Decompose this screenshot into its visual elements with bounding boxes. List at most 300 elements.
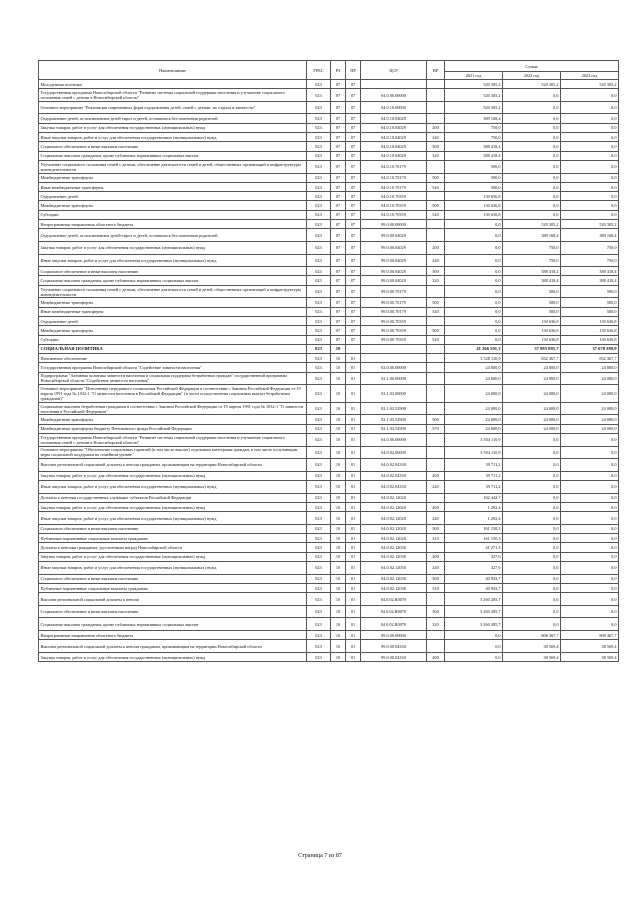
row-sum-2023: 0,0 (561, 433, 619, 446)
table-row (39, 481, 619, 494)
row-rz: 10 (331, 512, 346, 525)
row-pr: 01 (346, 481, 361, 494)
row-sum-2023: 0,0 (561, 459, 619, 472)
row-sum-2021: 130 636,8 (445, 201, 503, 210)
row-sum-2021: 0,0 (445, 652, 503, 661)
row-rz: 10 (331, 481, 346, 494)
row-sum-2023: 0,0 (561, 524, 619, 533)
row-sum-2022: 0,0 (503, 123, 561, 132)
row-sum-2022: 24 000,0 (503, 402, 561, 415)
row-grbs: 023 (307, 229, 331, 242)
row-sum-2021: 0,0 (445, 307, 503, 316)
row-pr: 01 (346, 652, 361, 661)
row-vr: 300 (427, 267, 445, 276)
row-sum-2022: 0,0 (503, 562, 561, 575)
row-name: Пенсионное обеспечение (39, 354, 307, 363)
row-sum-2023: 0,0 (561, 192, 619, 201)
row-sum-2021: 0,0 (445, 640, 503, 653)
row-rz: 10 (331, 385, 346, 403)
row-name: Оздоровление детей, за исключением детей-сирот и детей, оставшихся без попечения родителей (39, 229, 307, 242)
row-vr: 200 (427, 471, 445, 480)
row-sum-2023: 0,0 (561, 534, 619, 543)
row-sum-2021: 39 711,2 (445, 481, 503, 494)
row-pr: 01 (346, 446, 361, 459)
row-pr: 01 (346, 543, 361, 552)
row-csr: 04.0.10.04029 (361, 123, 427, 132)
row-vr: 500 (427, 201, 445, 210)
row-rz: 10 (331, 630, 346, 639)
row-csr: 99.0.00.04029 (361, 254, 427, 267)
row-name: Межбюджетные трансферты (39, 201, 307, 210)
row-rz: 07 (331, 142, 346, 151)
row-csr: 99.0.00.04029 (361, 276, 427, 285)
row-pr: 01 (346, 552, 361, 561)
row-csr: 02.0.00.00000 (361, 363, 427, 372)
row-sum-2021: 1 292,4 (445, 512, 503, 525)
row-sum-2022: 0,0 (503, 459, 561, 472)
row-csr: 99.0.00.04029 (361, 229, 427, 242)
row-sum-2021: 500,0 (445, 160, 503, 173)
table-row (39, 142, 619, 151)
row-sum-2022: 0,0 (503, 583, 561, 592)
row-grbs: 023 (307, 415, 331, 424)
table-row (39, 459, 619, 472)
row-name: Закупка товаров, работ и услуг для обеспечения государственных (муниципальных) нужд (39, 502, 307, 511)
row-csr: 04.0.02.04330 (361, 481, 427, 494)
row-sum-2021: 40 943,7 (445, 574, 503, 583)
row-sum-2022: 500,0 (503, 307, 561, 316)
table-row (39, 173, 619, 182)
row-grbs: 023 (307, 385, 331, 403)
row-grbs: 023 (307, 142, 331, 151)
row-sum-2023: 750,0 (561, 254, 619, 267)
row-pr: 07 (346, 192, 361, 201)
row-sum-2021: 327,6 (445, 552, 503, 561)
row-sum-2022: 832 367,7 (503, 354, 561, 363)
row-csr: 04.0.02.04330 (361, 471, 427, 480)
row-sum-2021: 0,0 (445, 276, 503, 285)
row-name: Основное мероприятие "Реализация современных форм оздоровления детей, семей с детьми, их отдыха и занятости" (39, 101, 307, 114)
row-rz: 07 (331, 307, 346, 316)
row-name: Закупка товаров, работ и услуг для обеспечения государственных (муниципальных) нужд (39, 123, 307, 132)
row-sum-2022: 0,0 (503, 605, 561, 618)
table-row (39, 493, 619, 502)
row-pr: 01 (346, 605, 361, 618)
row-rz: 10 (331, 534, 346, 543)
row-rz: 10 (331, 583, 346, 592)
row-rz: 10 (331, 593, 346, 606)
table-row (39, 101, 619, 114)
row-csr (361, 344, 427, 353)
row-sum-2021: 161 150,3 (445, 524, 503, 533)
row-sum-2023: 0,0 (561, 173, 619, 182)
row-sum-2023: 0,0 (561, 446, 619, 459)
row-csr: 99.0.00.04029 (361, 241, 427, 254)
row-vr (427, 363, 445, 372)
row-name: Межбюджетные трансферты (39, 326, 307, 335)
row-csr: 04.0.02.12020 (361, 512, 427, 525)
row-name: Государственная программа Новосибирской области "Развитие системы социальной поддержки населения и улучшение социального положения семей с детьми в Новосибирской области" (39, 89, 307, 102)
row-vr: 240 (427, 481, 445, 494)
row-vr: 500 (427, 415, 445, 424)
row-csr: 99.0.00.70359 (361, 326, 427, 335)
row-csr: 99.0.00.70179 (361, 298, 427, 307)
row-pr: 07 (346, 133, 361, 142)
table-row (39, 220, 619, 229)
row-vr: 310 (427, 534, 445, 543)
row-name: Иные закупки товаров, работ и услуг для обеспечения государственных (муниципальных) нужд (39, 254, 307, 267)
row-pr: 07 (346, 254, 361, 267)
table-body (39, 80, 619, 662)
row-vr: 200 (427, 652, 445, 661)
table-row (39, 502, 619, 511)
row-grbs: 023 (307, 574, 331, 583)
table-row (39, 133, 619, 142)
row-rz: 10 (331, 605, 346, 618)
row-sum-2021: 161 150,3 (445, 534, 503, 543)
row-pr: 07 (346, 160, 361, 173)
row-rz: 10 (331, 424, 346, 433)
row-name: Субсидии (39, 210, 307, 219)
row-sum-2021: 0,0 (445, 326, 503, 335)
row-sum-2022: 0,0 (503, 512, 561, 525)
row-csr: 99.0.00.00000 (361, 630, 427, 639)
row-pr: 07 (346, 201, 361, 210)
row-pr: 07 (346, 298, 361, 307)
row-vr (427, 114, 445, 123)
row-grbs: 023 (307, 285, 331, 298)
row-grbs: 023 (307, 276, 331, 285)
row-vr (427, 493, 445, 502)
row-rz: 10 (331, 415, 346, 424)
row-csr: 99.0.00.04330 (361, 640, 427, 653)
row-vr: 300 (427, 605, 445, 618)
row-sum-2021: 0,0 (445, 241, 503, 254)
row-name: Государственная программа Новосибирской области "Содействие занятости населения" (39, 363, 307, 372)
table-row (39, 307, 619, 316)
row-vr: 200 (427, 123, 445, 132)
row-sum-2022: 38 569,4 (503, 640, 561, 653)
table-row (39, 640, 619, 653)
row-name: Закупка товаров, работ и услуг для обеспечения государственных (муниципальных) нужд (39, 471, 307, 480)
row-grbs: 023 (307, 89, 331, 102)
table-row (39, 326, 619, 335)
row-rz: 10 (331, 493, 346, 502)
table-row (39, 415, 619, 424)
row-csr (361, 80, 427, 89)
col-2023: 2023 год (561, 72, 619, 80)
row-vr (427, 101, 445, 114)
row-pr: 01 (346, 630, 361, 639)
table-row (39, 298, 619, 307)
row-name: Оздоровление детей, за исключением детей-сирот и детей, оставшихся без попечения родителей (39, 114, 307, 123)
row-rz: 10 (331, 574, 346, 583)
row-grbs: 023 (307, 446, 331, 459)
row-rz: 07 (331, 192, 346, 201)
row-pr: 07 (346, 316, 361, 325)
row-name: Закупка товаров, работ и услуг для обеспечения государственных (муниципальных) нужд (39, 652, 307, 661)
row-sum-2023: 130 636,8 (561, 316, 619, 325)
row-sum-2023: 24 000,0 (561, 424, 619, 433)
row-rz: 07 (331, 220, 346, 229)
row-name: Субсидии (39, 335, 307, 344)
row-name: Межбюджетные трансферты (39, 298, 307, 307)
row-vr: 500 (427, 173, 445, 182)
row-name: Социальное обеспечение и иные выплаты населению (39, 605, 307, 618)
row-rz: 07 (331, 210, 346, 219)
table-row (39, 160, 619, 173)
row-sum-2022: 0,0 (503, 433, 561, 446)
row-sum-2021: 520 305,2 (445, 101, 503, 114)
row-sum-2021: 3 504 110,9 (445, 433, 503, 446)
table-row (39, 534, 619, 543)
row-csr: 04.0.02.12030 (361, 543, 427, 552)
row-name: Социальные выплаты гражданам, кроме публичных нормативных социальных выплат (39, 151, 307, 160)
row-name: Социальное обеспечение и иные выплаты населению (39, 142, 307, 151)
table-row (39, 630, 619, 639)
table-row (39, 593, 619, 606)
row-vr: 520 (427, 210, 445, 219)
col-rz: РЗ (331, 61, 346, 80)
row-name: Публичные нормативные социальные выплаты гражданам (39, 583, 307, 592)
row-csr: 04.0.02.R0070 (361, 605, 427, 618)
row-rz: 10 (331, 524, 346, 533)
row-grbs: 023 (307, 402, 331, 415)
row-name: Иные межбюджетные трансферты (39, 307, 307, 316)
row-pr: 01 (346, 574, 361, 583)
row-csr: 99.0.00.04330 (361, 652, 427, 661)
row-csr: 02.1.03.52900 (361, 415, 427, 424)
row-grbs: 023 (307, 652, 331, 661)
table-row (39, 89, 619, 102)
row-rz: 07 (331, 89, 346, 102)
row-rz: 10 (331, 471, 346, 480)
row-name: СОЦИАЛЬНАЯ ПОЛИТИКА (39, 344, 307, 353)
row-grbs: 023 (307, 173, 331, 182)
row-name: Социальное обеспечение и иные выплаты населению (39, 574, 307, 583)
row-sum-2021: 0,0 (445, 335, 503, 344)
row-sum-2021: 0,0 (445, 285, 503, 298)
row-vr: 200 (427, 241, 445, 254)
row-rz: 10 (331, 652, 346, 661)
table-row (39, 618, 619, 631)
table-row (39, 229, 619, 242)
row-grbs: 023 (307, 123, 331, 132)
row-csr: 04.0.02.R0070 (361, 618, 427, 631)
row-grbs: 023 (307, 524, 331, 533)
table-row (39, 605, 619, 618)
row-rz: 10 (331, 552, 346, 561)
row-pr: 01 (346, 415, 361, 424)
row-vr (427, 220, 445, 229)
row-vr (427, 80, 445, 89)
row-csr: 04.0.10.70179 (361, 160, 427, 173)
row-grbs: 023 (307, 151, 331, 160)
row-sum-2021: 520 305,2 (445, 80, 503, 89)
table-row (39, 471, 619, 480)
row-grbs: 023 (307, 316, 331, 325)
row-sum-2022: 37 885 885,7 (503, 344, 561, 353)
row-grbs: 023 (307, 114, 331, 123)
row-sum-2022: 0,0 (503, 182, 561, 191)
row-vr (427, 316, 445, 325)
row-grbs: 023 (307, 267, 331, 276)
row-grbs: 023 (307, 182, 331, 191)
row-sum-2021: 24 000,0 (445, 424, 503, 433)
row-sum-2022: 0,0 (503, 142, 561, 151)
row-sum-2022: 0,0 (503, 192, 561, 201)
row-pr: 07 (346, 276, 361, 285)
row-rz: 07 (331, 326, 346, 335)
row-pr: 01 (346, 512, 361, 525)
row-sum-2023: 0,0 (561, 142, 619, 151)
row-rz: 10 (331, 433, 346, 446)
row-grbs: 023 (307, 583, 331, 592)
table-row (39, 372, 619, 385)
table-row (39, 241, 619, 254)
row-pr: 07 (346, 229, 361, 242)
row-sum-2021: 24 000,0 (445, 385, 503, 403)
row-sum-2021: 24 000,0 (445, 372, 503, 385)
row-grbs: 023 (307, 372, 331, 385)
row-grbs: 023 (307, 640, 331, 653)
table-row (39, 285, 619, 298)
row-csr: 04.0.02.12020 (361, 493, 427, 502)
row-name: Доплаты к пенсиям государственных служащих субъектов Российской Федерации (39, 493, 307, 502)
row-sum-2023: 0,0 (561, 182, 619, 191)
row-sum-2023: 0,0 (561, 114, 619, 123)
row-sum-2021: 3 260 285,7 (445, 605, 503, 618)
row-vr (427, 433, 445, 446)
row-sum-2021: 39 711,2 (445, 471, 503, 480)
table-row (39, 446, 619, 459)
row-name: Непрограммные направления областного бюджета (39, 220, 307, 229)
row-csr: 04.0.10.70359 (361, 201, 427, 210)
row-pr: 07 (346, 114, 361, 123)
table-row (39, 512, 619, 525)
row-name: Социальные выплаты гражданам, кроме публичных нормативных социальных выплат (39, 618, 307, 631)
row-pr: 01 (346, 363, 361, 372)
table-row (39, 201, 619, 210)
row-pr: 01 (346, 640, 361, 653)
row-sum-2022: 130 636,8 (503, 316, 561, 325)
table-row (39, 424, 619, 433)
row-grbs: 023 (307, 133, 331, 142)
row-pr: 07 (346, 220, 361, 229)
table-row (39, 276, 619, 285)
page-number: Страница 7 из 87 (298, 853, 342, 859)
row-grbs: 023 (307, 459, 331, 472)
row-csr: 99.0.00.70179 (361, 285, 427, 298)
row-name: Социальное обеспечение и иные выплаты населению (39, 267, 307, 276)
table-row (39, 385, 619, 403)
row-pr: 01 (346, 402, 361, 415)
row-grbs: 023 (307, 502, 331, 511)
row-name: Улучшение социального положения семей с детьми, обеспечение деятельности семей и детей, общественных организаций и инфраструктуры жизнедеятельности (39, 285, 307, 298)
row-sum-2021: 3 260 285,7 (445, 618, 503, 631)
row-sum-2023: 0,0 (561, 593, 619, 606)
row-sum-2021: 388 418,4 (445, 142, 503, 151)
row-sum-2023: 500,0 (561, 285, 619, 298)
row-sum-2021: 40 943,7 (445, 583, 503, 592)
row-vr: 570 (427, 424, 445, 433)
row-csr: 02.1.03.52900 (361, 402, 427, 415)
row-sum-2022: 808 367,7 (503, 630, 561, 639)
row-pr: 07 (346, 267, 361, 276)
row-sum-2021: 389 168,4 (445, 114, 503, 123)
row-pr: 01 (346, 433, 361, 446)
row-sum-2023: 388 418,4 (561, 267, 619, 276)
row-sum-2023: 38 569,4 (561, 652, 619, 661)
table-row (39, 335, 619, 344)
row-pr: 01 (346, 354, 361, 363)
row-csr: 99.0.00.04029 (361, 267, 427, 276)
row-sum-2023: 0,0 (561, 471, 619, 480)
row-rz: 07 (331, 316, 346, 325)
row-vr: 500 (427, 298, 445, 307)
row-pr: 07 (346, 89, 361, 102)
row-sum-2021: 500,0 (445, 182, 503, 191)
row-grbs: 023 (307, 307, 331, 316)
row-vr (427, 372, 445, 385)
row-sum-2023: 0,0 (561, 210, 619, 219)
row-csr: 04.0.10.70359 (361, 192, 427, 201)
row-rz: 07 (331, 254, 346, 267)
row-grbs: 023 (307, 593, 331, 606)
row-sum-2023: 0,0 (561, 543, 619, 552)
row-rz: 07 (331, 101, 346, 114)
row-sum-2022: 0,0 (503, 151, 561, 160)
row-grbs: 023 (307, 512, 331, 525)
row-sum-2021: 162 442,7 (445, 493, 503, 502)
row-grbs: 023 (307, 241, 331, 254)
row-rz: 07 (331, 241, 346, 254)
row-vr (427, 446, 445, 459)
row-sum-2023: 832 367,7 (561, 354, 619, 363)
row-sum-2022: 0,0 (503, 173, 561, 182)
row-csr: 02.1.00.00000 (361, 372, 427, 385)
row-rz: 10 (331, 372, 346, 385)
row-sum-2022: 0,0 (503, 543, 561, 552)
row-sum-2022: 0,0 (503, 114, 561, 123)
row-rz: 10 (331, 446, 346, 459)
row-csr: 04.0.02.04330 (361, 459, 427, 472)
row-grbs: 023 (307, 335, 331, 344)
row-sum-2021: 24 000,0 (445, 415, 503, 424)
row-pr: 07 (346, 335, 361, 344)
row-csr: 04.0.10.04029 (361, 142, 427, 151)
row-vr: 320 (427, 276, 445, 285)
row-sum-2021: 0,0 (445, 254, 503, 267)
row-pr: 01 (346, 534, 361, 543)
row-pr: 01 (346, 459, 361, 472)
row-rz: 10 (331, 363, 346, 372)
row-name: Иные закупки товаров, работ и услуг для обеспечения государственных (муниципальных) нужд (39, 133, 307, 142)
table-row (39, 583, 619, 592)
row-sum-2022: 0,0 (503, 89, 561, 102)
row-pr: 01 (346, 502, 361, 511)
row-grbs: 023 (307, 424, 331, 433)
row-rz: 10 (331, 543, 346, 552)
row-pr: 01 (346, 593, 361, 606)
row-sum-2023: 0,0 (561, 133, 619, 142)
row-sum-2022: 389 168,4 (503, 229, 561, 242)
table-row (39, 652, 619, 661)
row-sum-2022: 0,0 (503, 446, 561, 459)
row-pr: 07 (346, 210, 361, 219)
row-sum-2022: 750,0 (503, 241, 561, 254)
row-vr (427, 543, 445, 552)
